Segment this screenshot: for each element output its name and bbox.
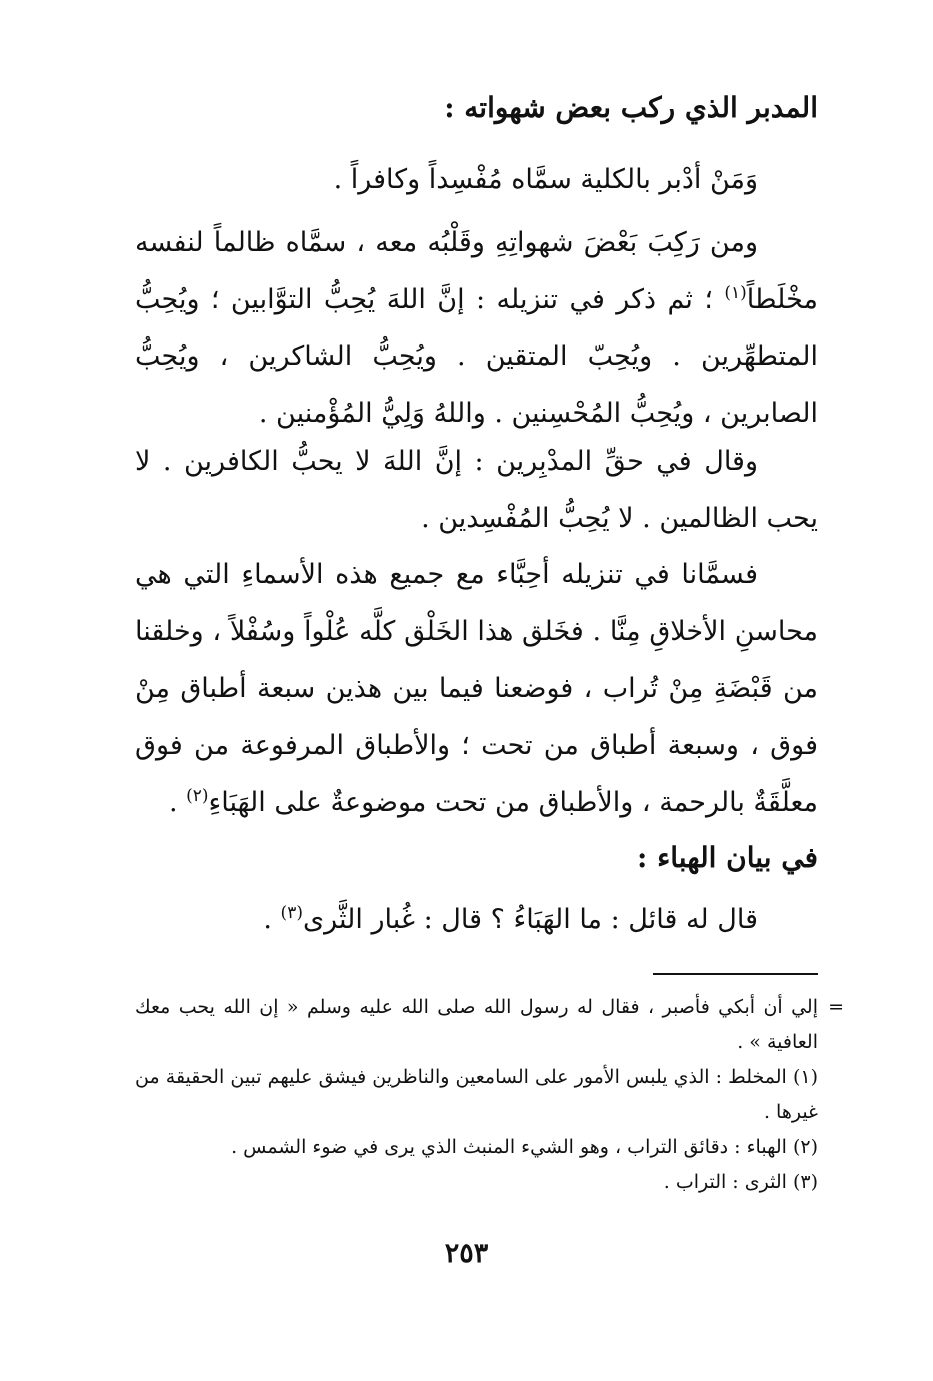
paragraph-retreaters: وقال في حقِّ المدْبِرين : إنَّ اللهَ لا يحبُّ الكافرين . لا يحب الظالمين . لا يُحِبُّ المُفْسِدين . bbox=[135, 446, 818, 534]
footnote-continuation bbox=[135, 990, 844, 1060]
paragraph-retreating-entirely: وَمَنْ أدْبر بالكلية سمَّاه مُفْسِداً وكافراً . bbox=[333, 164, 758, 195]
paragraph-text: قال له قائل : ما الهَبَاءُ ؟ قال : غُبار الثَّرى bbox=[302, 904, 758, 935]
footnote-text: إلي أن أبكي فأصبر ، فقال له رسول الله صلى الله عليه وسلم « إن الله يحب معك العافية » . bbox=[135, 996, 818, 1053]
footnote-3: (٣) الثرى : التراب . bbox=[663, 1171, 818, 1193]
paragraph-text: فسمَّانا في تنزيله أحِبَّاء مع جميع هذه الأسماءِ التي هي محاسنِ الأخلاقِ مِنَّا . فخَلق هذا الخَلْق كلَّه عُلْواً وسُفْلاً ، وخلقنا من قَبْضَةِ مِنْ تُراب ، فوضعنا فيما بين هذين سبعة أطباق مِنْ فوق ، وسبعة أطباق من تحت ؛ والأطباق المرفوعة من فوق معلَّقَةٌ بالرحمة ، والأطباق من تحت موضوعةٌ على الهَبَاءِ bbox=[135, 559, 818, 818]
paragraph-haba-question bbox=[135, 891, 818, 948]
footnote-2: (٢) الهباء : دقائق التراب ، وهو الشيء المنبث الذي يرى في ضوء الشمس . bbox=[231, 1136, 818, 1158]
paragraph-beloved bbox=[135, 546, 818, 831]
page-number: ٢٥٣ bbox=[444, 1238, 489, 1269]
footnote-separator bbox=[653, 973, 818, 975]
footnote-ref-2: (٢) bbox=[186, 786, 209, 806]
section-heading-retreating: المدبر الذي ركب بعض شهواته : bbox=[444, 91, 818, 124]
footnote-ref-1: (١) bbox=[724, 283, 747, 303]
continuation-marker: = bbox=[828, 996, 844, 1018]
paragraph-text: ؛ ثم ذكر في تنزيله : إنَّ اللهَ يُحِبُّ التوَّابين ؛ ويُحِبُّ المتطهِّرين . ويُحِبّ المتقين . ويُحِبُّ الشاكرين ، ويُحِبُّ الصابرين ، ويُحِبُّ المُحْسِنين . واللهُ وَلِيُّ المُؤْمنين . bbox=[135, 284, 818, 429]
paragraph-text: . bbox=[263, 904, 281, 935]
section-heading-haba: في بيان الهباء : bbox=[636, 841, 818, 874]
paragraph-partial-desires bbox=[135, 214, 818, 442]
footnote-ref-3: (٣) bbox=[280, 903, 303, 923]
footnotes bbox=[135, 990, 844, 1200]
paragraph-text: . bbox=[168, 787, 187, 818]
footnote-1: (١) المخلط : الذي يلبس الأمور على السامعين والناظرين فيشق عليهم تبين الحقيقة من غيرها . bbox=[135, 1066, 818, 1123]
paragraph-text: ومن رَكِبَ بَعْضَ شهواتِهِ وقَلْبُه معه ، سمَّاه ظالماً لنفسه مخْلَطاً bbox=[135, 227, 818, 315]
